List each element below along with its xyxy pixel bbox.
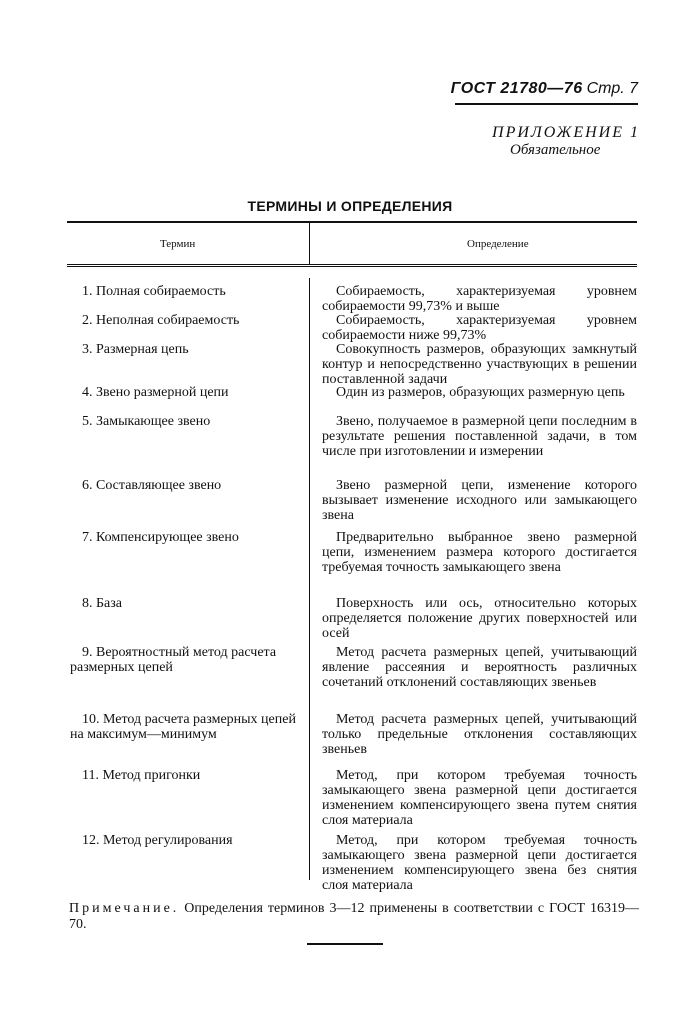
- note-label: Примечание.: [69, 901, 180, 916]
- term-cell: 3. Размерная цепь: [82, 342, 189, 357]
- term-cell: 11. Метод пригонки: [82, 768, 201, 783]
- table-column-divider: [309, 278, 310, 880]
- definition-cell: Собираемость, характеризуемая уровнем собираемости 99,73% и выше: [322, 284, 637, 314]
- column-header-term: Термин: [160, 238, 196, 250]
- bottom-rule: [307, 943, 383, 945]
- term-cell: 5. Замыкающее звено: [82, 414, 211, 429]
- definition-cell: Поверхность или ось, относительно которых определяется положение других поверхностей или осей: [322, 596, 637, 641]
- term-cell: 10. Метод расчета размерных цепей на максимум—минимум: [70, 712, 296, 742]
- note: [69, 901, 639, 933]
- table-header-divider: [309, 223, 310, 265]
- appendix-subtitle: Обязательное: [510, 142, 601, 158]
- definition-cell: Метод расчета размерных цепей, учитывающий явление рассеяния и вероятность различных сочетаний отклонений составляющих звеньев: [322, 645, 637, 690]
- term-cell: 9. Вероятностный метод расчета размерных цепей: [70, 645, 277, 675]
- term-cell: 6. Составляющее звено: [82, 478, 222, 493]
- page-header: [451, 80, 638, 98]
- term-cell: 4. Звено размерной цепи: [82, 385, 229, 400]
- definition-cell: Метод расчета размерных цепей, учитывающий только предельные отклонения составляющих звеньев: [322, 712, 637, 757]
- standard-code: ГОСТ 21780—76: [450, 80, 583, 97]
- definition-cell: Метод, при котором требуемая точность замыкающего звена размерной цепи достигается изменением компенсирующего звена путем снятия слоя материала: [322, 768, 637, 828]
- definition-cell: Собираемость, характеризуемая уровнем собираемости ниже 99,73%: [322, 313, 637, 343]
- term-cell: 8. База: [82, 596, 122, 611]
- definition-cell: Один из размеров, образующих размерную цепь: [336, 385, 625, 400]
- table-top-rule: [67, 221, 637, 223]
- page-number: Стр. 7: [586, 80, 638, 97]
- header-rule: [455, 103, 638, 105]
- definition-cell: Звено размерной цепи, изменение которого вызывает изменение исходного или замыкающего звена: [322, 478, 637, 523]
- term-cell: 7. Компенсирующее звено: [82, 530, 239, 545]
- column-header-definition: Определение: [467, 238, 529, 250]
- table-header-rule: [67, 264, 637, 267]
- appendix-title: ПРИЛОЖЕНИЕ 1: [492, 124, 640, 141]
- definition-cell: Совокупность размеров, образующих замкнутый контур и непосредственно участвующих в решении поставленной задачи: [322, 342, 637, 387]
- section-title: ТЕРМИНЫ И ОПРЕДЕЛЕНИЯ: [247, 198, 453, 214]
- term-cell: 1. Полная собираемость: [82, 284, 226, 299]
- definition-cell: Предварительно выбранное звено размерной цепи, изменением размера которого достигается требуемая точность замыкающего звена: [322, 530, 637, 575]
- note-text: Определения терминов 3—12 применены в соответствии с ГОСТ 16319—70.: [69, 901, 639, 932]
- term-cell: 12. Метод регулирования: [82, 833, 233, 848]
- term-cell: 2. Неполная собираемость: [82, 313, 240, 328]
- definition-cell: Метод, при котором требуемая точность замыкающего звена размерной цепи достигается изменением компенсирующего звена без снятия слоя материала: [322, 833, 637, 893]
- definition-cell: Звено, получаемое в размерной цепи последним в результате решения поставленной задачи, в том числе при изготовлении и измерении: [322, 414, 637, 459]
